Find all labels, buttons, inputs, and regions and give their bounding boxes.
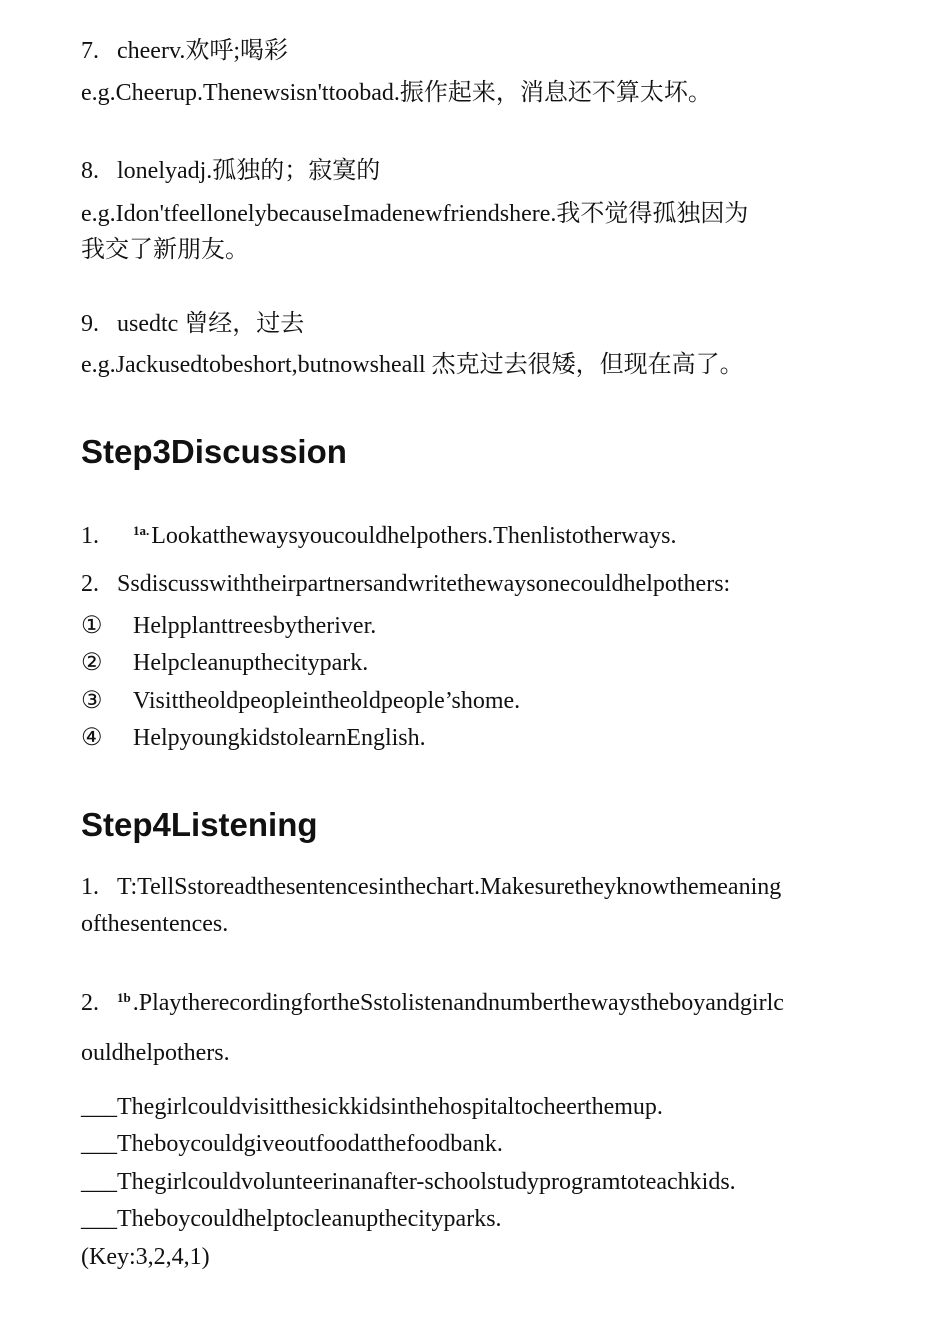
step3-item-1 (81, 516, 676, 551)
vocab-item-9 (81, 309, 304, 339)
step3-heading: Step3Discussion (81, 433, 347, 470)
vocab-number: 9. (81, 311, 99, 337)
circled-number: ① (81, 613, 103, 639)
vocab-example-9: e.g.Jackusedtobeshort,butnowsheall 杰克过去很矮，但现在高了。 (81, 352, 744, 378)
way-text: Helpplanttreesbytheriver. (133, 613, 377, 639)
step3-item-2 (81, 569, 730, 599)
blank-sentence: ___Thegirlcouldvisitthesickkidsinthehospitaltocheerthemup. (81, 1094, 663, 1120)
way-item (81, 648, 368, 678)
vocab-number: 8. (81, 158, 99, 184)
way-item (81, 611, 376, 641)
blank-sentence: ___Thegirlcouldvolunteerinanafter-schoolstudyprogramtoteachkids. (81, 1169, 736, 1195)
circled-number: ③ (81, 688, 103, 714)
vocab-word: usedtc 曾经，过去 (117, 311, 305, 337)
exercise-ref: 1a. (133, 523, 150, 538)
vocab-word: lonelyadj.孤独的；寂寞的 (117, 158, 381, 184)
exercise-ref: 1b (117, 990, 131, 1005)
vocab-example-8-line1: e.g.Idon'tfeellonelybecauseImadenewfriendshere.我不觉得孤独因为 (81, 201, 749, 227)
item-number: 2. (81, 571, 99, 597)
way-text: Helpcleanupthecitypark. (133, 650, 369, 676)
circled-number: ④ (81, 725, 103, 751)
way-item (81, 686, 520, 716)
vocab-item-7 (81, 36, 288, 66)
vocab-word: cheerv.欢呼;喝彩 (117, 38, 289, 64)
vocab-item-8 (81, 156, 380, 186)
blank-sentence: ___Theboycouldgiveoutfoodatthefoodbank. (81, 1131, 503, 1157)
item-number: 1. (81, 523, 99, 549)
step4-item-1-line2: ofthesentences. (81, 911, 229, 937)
vocab-example-8-line2: 我交了新朋友。 (81, 237, 249, 263)
item-number: 1. (81, 874, 99, 900)
circled-number: ② (81, 650, 103, 676)
step4-heading: Step4Listening (81, 806, 318, 843)
way-text: Visittheoldpeopleintheoldpeople’shome. (133, 688, 521, 714)
step4-item-2-line2: ouldhelpothers. (81, 1040, 230, 1066)
vocab-number: 7. (81, 38, 99, 64)
item-number: 2. (81, 990, 99, 1016)
item-text: .PlaytherecordingfortheSstolistenandnumberthewaystheboyandgirlc (132, 990, 784, 1016)
step4-item-1-line1 (81, 872, 781, 902)
item-text: Lookatthewaysyoucouldhelpothers.Thenlistotherways. (151, 523, 677, 549)
blank-sentence: ___Theboycouldhelptocleanupthecityparks. (81, 1206, 502, 1232)
way-item (81, 723, 426, 753)
item-text: Ssdiscusswiththeirpartnersandwritethewaysonecouldhelpothers: (117, 571, 731, 597)
answer-key: (Key:3,2,4,1) (81, 1244, 210, 1270)
step4-item-2-line1 (81, 983, 784, 1018)
way-text: HelpyoungkidstolearnEnglish. (133, 725, 426, 751)
item-text: T:TellSstoreadthesentencesinthechart.Makesuretheyknowthemeaning (117, 874, 782, 900)
vocab-example-7: e.g.Cheerup.Thenewsisn'ttoobad.振作起来，消息还不算太坏。 (81, 80, 712, 106)
